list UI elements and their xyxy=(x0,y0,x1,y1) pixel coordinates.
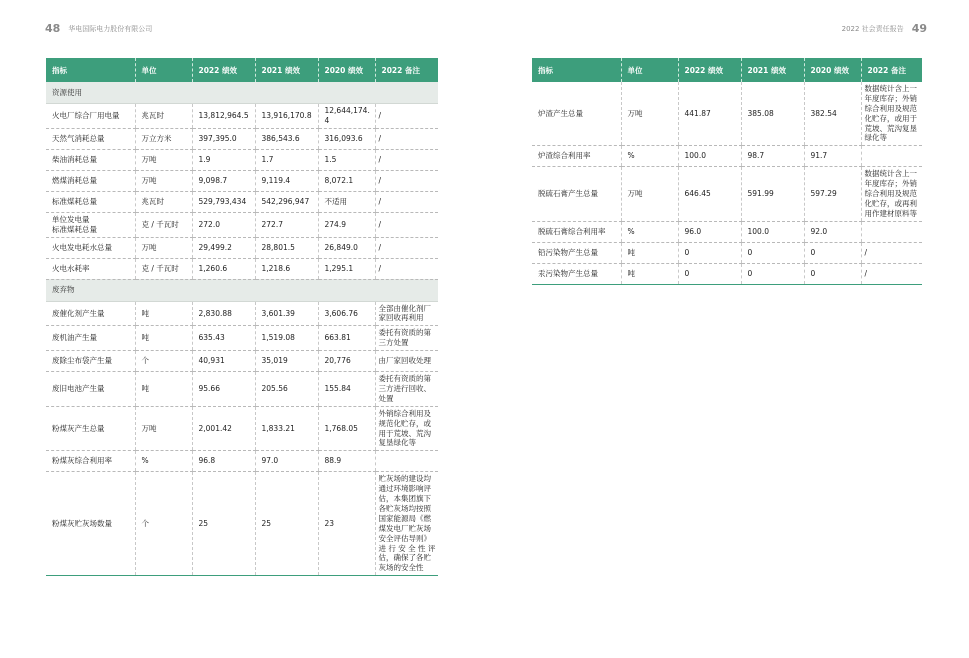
cell-2020: 3,606.76 xyxy=(318,301,375,326)
cell-2020: 382.54 xyxy=(804,82,861,146)
header-2022: 2022 绩效 xyxy=(678,58,741,82)
cell-indicator: 粉煤灰综合利用率 xyxy=(46,451,135,472)
cell-2022: 96.8 xyxy=(192,451,255,472)
cell-2022: 9,098.7 xyxy=(192,170,255,191)
cell-unit: % xyxy=(621,146,678,167)
table-row xyxy=(532,167,922,221)
left-performance-table xyxy=(46,58,438,576)
cell-remarks: / xyxy=(861,263,922,284)
cell-2021: 542,296,947 xyxy=(255,191,318,212)
cell-2020: 1.5 xyxy=(318,149,375,170)
header-2021: 2021 绩效 xyxy=(741,58,804,82)
cell-indicator: 粉煤灰贮灰场数量 xyxy=(46,472,135,576)
cell-2021: 98.7 xyxy=(741,146,804,167)
cell-unit: 吨 xyxy=(135,372,192,407)
table-row xyxy=(532,221,922,242)
left-page-title: 华电国际电力股份有限公司 xyxy=(68,24,153,33)
cell-indicator: 燃煤消耗总量 xyxy=(46,170,135,191)
table-row xyxy=(46,128,438,149)
header-remarks: 2022 备注 xyxy=(861,58,922,82)
cell-remarks: / xyxy=(375,258,438,279)
header-unit: 单位 xyxy=(135,58,192,82)
table-row xyxy=(46,191,438,212)
cell-2020: 0 xyxy=(804,263,861,284)
cell-remarks xyxy=(861,221,922,242)
cell-indicator: 脱硫石膏综合利用率 xyxy=(532,221,621,242)
cell-indicator: 铅污染物产生总量 xyxy=(532,242,621,263)
table-row xyxy=(46,149,438,170)
cell-2021: 97.0 xyxy=(255,451,318,472)
cell-indicator: 单位发电量 标准煤耗总量 xyxy=(46,212,135,237)
cell-2020: 597.29 xyxy=(804,167,861,221)
cell-2022: 25 xyxy=(192,472,255,576)
cell-remarks: 外销综合利用及规范化贮存，或用于荒坡、荒沟复垦绿化等 xyxy=(375,406,438,451)
cell-unit: % xyxy=(621,221,678,242)
table-row xyxy=(46,351,438,372)
cell-unit: 克 / 千瓦时 xyxy=(135,212,192,237)
cell-2020: 155.84 xyxy=(318,372,375,407)
cell-indicator: 火电水耗率 xyxy=(46,258,135,279)
section-row xyxy=(46,279,438,301)
cell-remarks xyxy=(861,146,922,167)
cell-2021: 1,833.21 xyxy=(255,406,318,451)
right-table-body xyxy=(532,82,922,284)
cell-unit: 吨 xyxy=(621,242,678,263)
cell-2021: 25 xyxy=(255,472,318,576)
cell-2020: 20,776 xyxy=(318,351,375,372)
cell-2020: 316,093.6 xyxy=(318,128,375,149)
header-indicator: 指标 xyxy=(46,58,135,82)
cell-2021: 35,019 xyxy=(255,351,318,372)
cell-indicator: 天然气消耗总量 xyxy=(46,128,135,149)
cell-2020: 8,072.1 xyxy=(318,170,375,191)
cell-2022: 272.0 xyxy=(192,212,255,237)
table-row xyxy=(46,212,438,237)
cell-indicator: 炉渣产生总量 xyxy=(532,82,621,146)
cell-remarks: 贮灰场的建设均通过环境影响评估，本集团旗下各贮灰场均按照国家能源局《燃煤发电厂贮灰场安全评估导则》进 行 安 全 性 评估，确保了各贮灰场的安全性 xyxy=(375,472,438,576)
table-row xyxy=(532,242,922,263)
cell-remarks: 委托有资质的第三方进行回收、处置 xyxy=(375,372,438,407)
cell-2022: 635.43 xyxy=(192,326,255,351)
cell-2021: 100.0 xyxy=(741,221,804,242)
table-header-row xyxy=(532,58,922,82)
table-row xyxy=(46,237,438,258)
left-page-header xyxy=(45,22,152,35)
cell-2020: 663.81 xyxy=(318,326,375,351)
table-row xyxy=(46,372,438,407)
header-indicator: 指标 xyxy=(532,58,621,82)
header-unit: 单位 xyxy=(621,58,678,82)
cell-unit: 万吨 xyxy=(135,170,192,191)
table-row xyxy=(46,104,438,129)
cell-2022: 397,395.0 xyxy=(192,128,255,149)
table-header-row xyxy=(46,58,438,82)
cell-2022: 29,499.2 xyxy=(192,237,255,258)
cell-unit: 万吨 xyxy=(135,237,192,258)
header-2021: 2021 绩效 xyxy=(255,58,318,82)
cell-remarks: 数据统计含上一年度库存；外销综合利用及规范化贮存，或用于荒坡、荒沟复垦绿化等 xyxy=(861,82,922,146)
cell-remarks xyxy=(375,451,438,472)
section-row xyxy=(46,82,438,104)
cell-indicator: 火电厂综合厂用电量 xyxy=(46,104,135,129)
cell-2021: 28,801.5 xyxy=(255,237,318,258)
cell-2020: 92.0 xyxy=(804,221,861,242)
cell-remarks: 委托有资质的第三方处置 xyxy=(375,326,438,351)
cell-unit: 吨 xyxy=(135,301,192,326)
cell-indicator: 脱硫石膏产生总量 xyxy=(532,167,621,221)
table-row xyxy=(532,82,922,146)
cell-2020: 91.7 xyxy=(804,146,861,167)
cell-indicator: 粉煤灰产生总量 xyxy=(46,406,135,451)
cell-indicator: 标准煤耗总量 xyxy=(46,191,135,212)
section-title: 废弃物 xyxy=(46,279,438,301)
cell-2022: 100.0 xyxy=(678,146,741,167)
cell-2020: 12,644,174.4 xyxy=(318,104,375,129)
cell-2021: 1,218.6 xyxy=(255,258,318,279)
cell-2022: 0 xyxy=(678,263,741,284)
table-row xyxy=(46,472,438,576)
table-row xyxy=(46,326,438,351)
cell-2022: 40,931 xyxy=(192,351,255,372)
cell-2021: 3,601.39 xyxy=(255,301,318,326)
cell-unit: 万立方米 xyxy=(135,128,192,149)
cell-2021: 9,119.4 xyxy=(255,170,318,191)
cell-remarks: / xyxy=(375,237,438,258)
cell-remarks: 由厂家回收处理 xyxy=(375,351,438,372)
cell-2021: 1.7 xyxy=(255,149,318,170)
cell-indicator: 柴油消耗总量 xyxy=(46,149,135,170)
cell-indicator: 废机油产生量 xyxy=(46,326,135,351)
cell-2021: 1,519.08 xyxy=(255,326,318,351)
table-row xyxy=(46,406,438,451)
cell-2022: 2,001.42 xyxy=(192,406,255,451)
right-page-title: 2022 社会责任报告 xyxy=(841,24,904,33)
cell-unit: 兆瓦时 xyxy=(135,104,192,129)
cell-2020: 1,295.1 xyxy=(318,258,375,279)
cell-2020: 88.9 xyxy=(318,451,375,472)
right-performance-table xyxy=(532,58,922,285)
left-table-body xyxy=(46,82,438,576)
cell-2020: 26,849.0 xyxy=(318,237,375,258)
cell-unit: 万吨 xyxy=(621,82,678,146)
cell-unit: 吨 xyxy=(135,326,192,351)
cell-unit: 个 xyxy=(135,472,192,576)
header-2022: 2022 绩效 xyxy=(192,58,255,82)
right-page-header xyxy=(842,22,927,35)
left-page-number: 48 xyxy=(45,22,61,35)
table-row xyxy=(46,258,438,279)
cell-indicator: 炉渣综合利用率 xyxy=(532,146,621,167)
cell-2022: 95.66 xyxy=(192,372,255,407)
cell-remarks: / xyxy=(375,191,438,212)
cell-indicator: 废旧电池产生量 xyxy=(46,372,135,407)
cell-indicator: 废除尘布袋产生量 xyxy=(46,351,135,372)
table-row xyxy=(46,301,438,326)
cell-2022: 1.9 xyxy=(192,149,255,170)
cell-unit: 吨 xyxy=(621,263,678,284)
table-row xyxy=(532,146,922,167)
cell-remarks: / xyxy=(375,170,438,191)
cell-2021: 0 xyxy=(741,263,804,284)
cell-2020: 274.9 xyxy=(318,212,375,237)
cell-unit: 兆瓦时 xyxy=(135,191,192,212)
cell-2022: 13,812,964.5 xyxy=(192,104,255,129)
cell-2021: 13,916,170.8 xyxy=(255,104,318,129)
cell-2021: 205.56 xyxy=(255,372,318,407)
cell-unit: 万吨 xyxy=(135,149,192,170)
cell-2020: 1,768.05 xyxy=(318,406,375,451)
cell-2022: 441.87 xyxy=(678,82,741,146)
cell-unit: 万吨 xyxy=(135,406,192,451)
cell-2021: 0 xyxy=(741,242,804,263)
cell-remarks: / xyxy=(375,104,438,129)
cell-2022: 529,793,434 xyxy=(192,191,255,212)
header-2020: 2020 绩效 xyxy=(318,58,375,82)
cell-unit: 个 xyxy=(135,351,192,372)
cell-2020: 0 xyxy=(804,242,861,263)
header-remarks: 2022 备注 xyxy=(375,58,438,82)
cell-2021: 591.99 xyxy=(741,167,804,221)
section-title: 资源使用 xyxy=(46,82,438,104)
table-row xyxy=(46,451,438,472)
header-2020: 2020 绩效 xyxy=(804,58,861,82)
cell-unit: 克 / 千瓦时 xyxy=(135,258,192,279)
cell-2022: 96.0 xyxy=(678,221,741,242)
cell-indicator: 火电发电耗水总量 xyxy=(46,237,135,258)
cell-remarks: / xyxy=(375,128,438,149)
cell-remarks: / xyxy=(375,212,438,237)
cell-unit: 万吨 xyxy=(621,167,678,221)
right-page-number: 49 xyxy=(911,22,927,35)
cell-remarks: / xyxy=(375,149,438,170)
cell-indicator: 汞污染物产生总量 xyxy=(532,263,621,284)
table-row xyxy=(532,263,922,284)
cell-2020: 23 xyxy=(318,472,375,576)
cell-2022: 0 xyxy=(678,242,741,263)
cell-2021: 272.7 xyxy=(255,212,318,237)
cell-2022: 1,260.6 xyxy=(192,258,255,279)
cell-2021: 386,543.6 xyxy=(255,128,318,149)
cell-remarks: 全部由催化剂厂家回收再利用 xyxy=(375,301,438,326)
cell-unit: % xyxy=(135,451,192,472)
cell-2020: 不适用 xyxy=(318,191,375,212)
cell-2022: 646.45 xyxy=(678,167,741,221)
cell-2022: 2,830.88 xyxy=(192,301,255,326)
cell-remarks: 数据统计含上一年度库存；外销综合利用及规范化贮存，或再利用作建材原料等 xyxy=(861,167,922,221)
cell-remarks: / xyxy=(861,242,922,263)
table-row xyxy=(46,170,438,191)
cell-2021: 385.08 xyxy=(741,82,804,146)
cell-indicator: 废催化剂产生量 xyxy=(46,301,135,326)
